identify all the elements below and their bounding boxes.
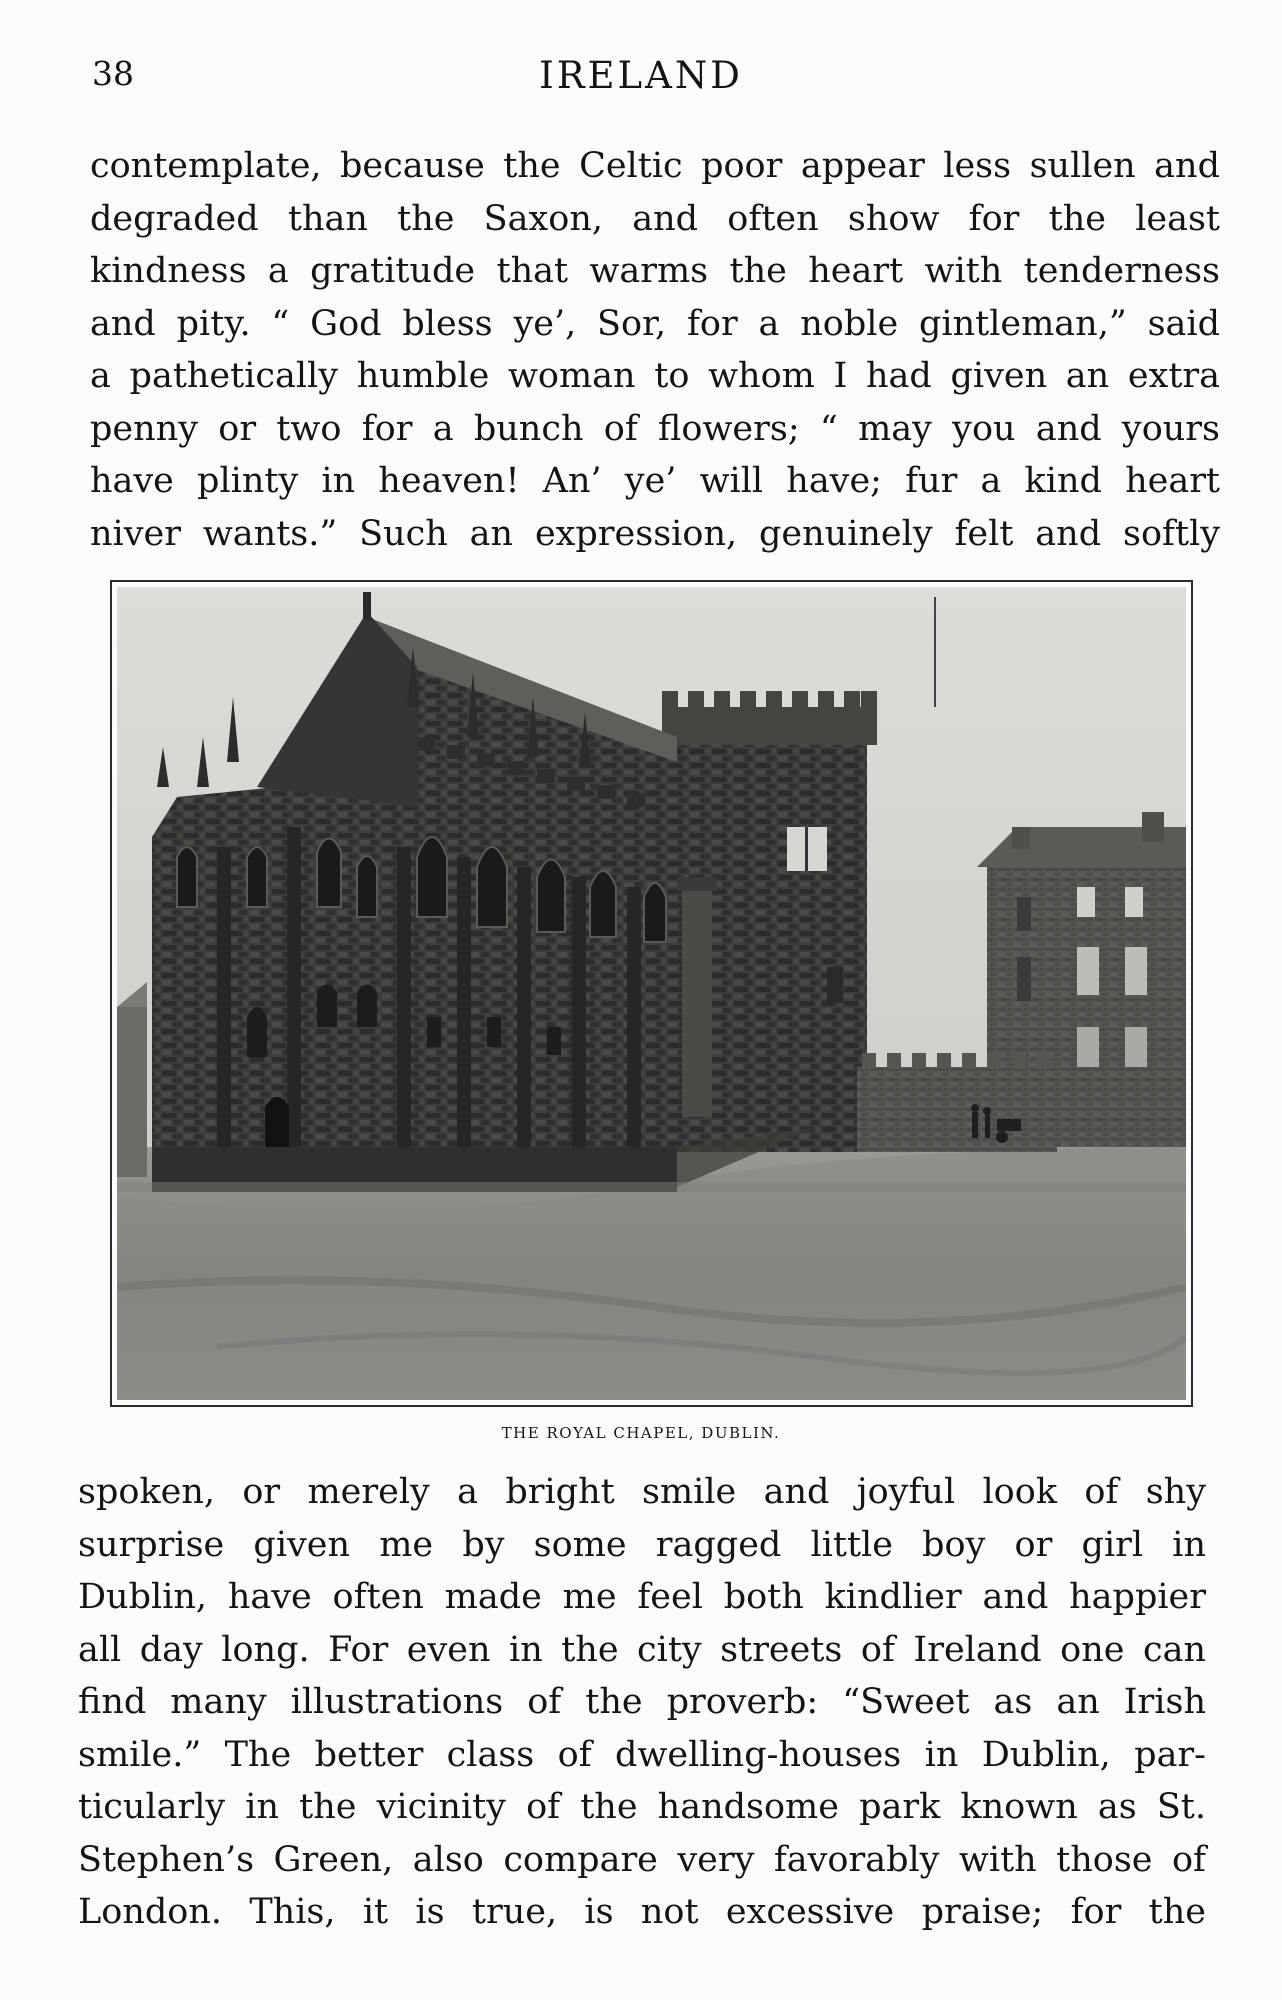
text-line: smile.” The better class of dwelling-houses in Dublin, par- <box>78 1734 1206 1775</box>
text-line: Stephen’s Green, also compare very favorably with those of <box>78 1839 1206 1880</box>
text-line: surprise given me by some ragged little boy or girl in <box>78 1524 1206 1565</box>
text-line: degraded than the Saxon, and often show for the least <box>90 198 1220 239</box>
figure-caption: THE ROYAL CHAPEL, DUBLIN. <box>501 1424 781 1442</box>
running-head: IRELAND <box>539 54 743 97</box>
text-line: ticularly in the vicinity of the handsome park known as St. <box>78 1787 1206 1827</box>
page-number: 38 <box>92 54 134 93</box>
text-line: and pity. “ God bless ye’, Sor, for a noble gintleman,” said <box>90 303 1220 344</box>
bottom-paragraph <box>78 1466 1206 1939</box>
text-line: have plinty in heaven! An’ ye’ will have; fur a kind heart <box>90 461 1220 501</box>
royal-chapel-illustration <box>117 587 1186 1400</box>
text-line: niver wants.” Such an expression, genuinely felt and softly <box>90 513 1220 554</box>
text-line: all day long. For even in the city streets of Ireland one can <box>78 1629 1206 1670</box>
top-paragraph <box>90 140 1220 560</box>
chapel-photograph <box>110 580 1193 1407</box>
text-line: spoken, or merely a bright smile and joyful look of shy <box>78 1472 1206 1512</box>
text-line: contemplate, because the Celtic poor appear less sullen and <box>90 146 1220 186</box>
text-line: a pathetically humble woman to whom I had given an extra <box>90 356 1220 396</box>
text-line: find many illustrations of the proverb: “Sweet as an Irish <box>78 1682 1206 1722</box>
text-line: kindness a gratitude that warms the heart with tenderness <box>90 251 1220 291</box>
text-line: Dublin, have often made me feel both kindlier and happier <box>78 1577 1206 1617</box>
text-line: penny or two for a bunch of flowers; “ may you and yours <box>90 408 1220 449</box>
text-line: London. This, it is true, is not excessive praise; for the <box>78 1892 1206 1932</box>
